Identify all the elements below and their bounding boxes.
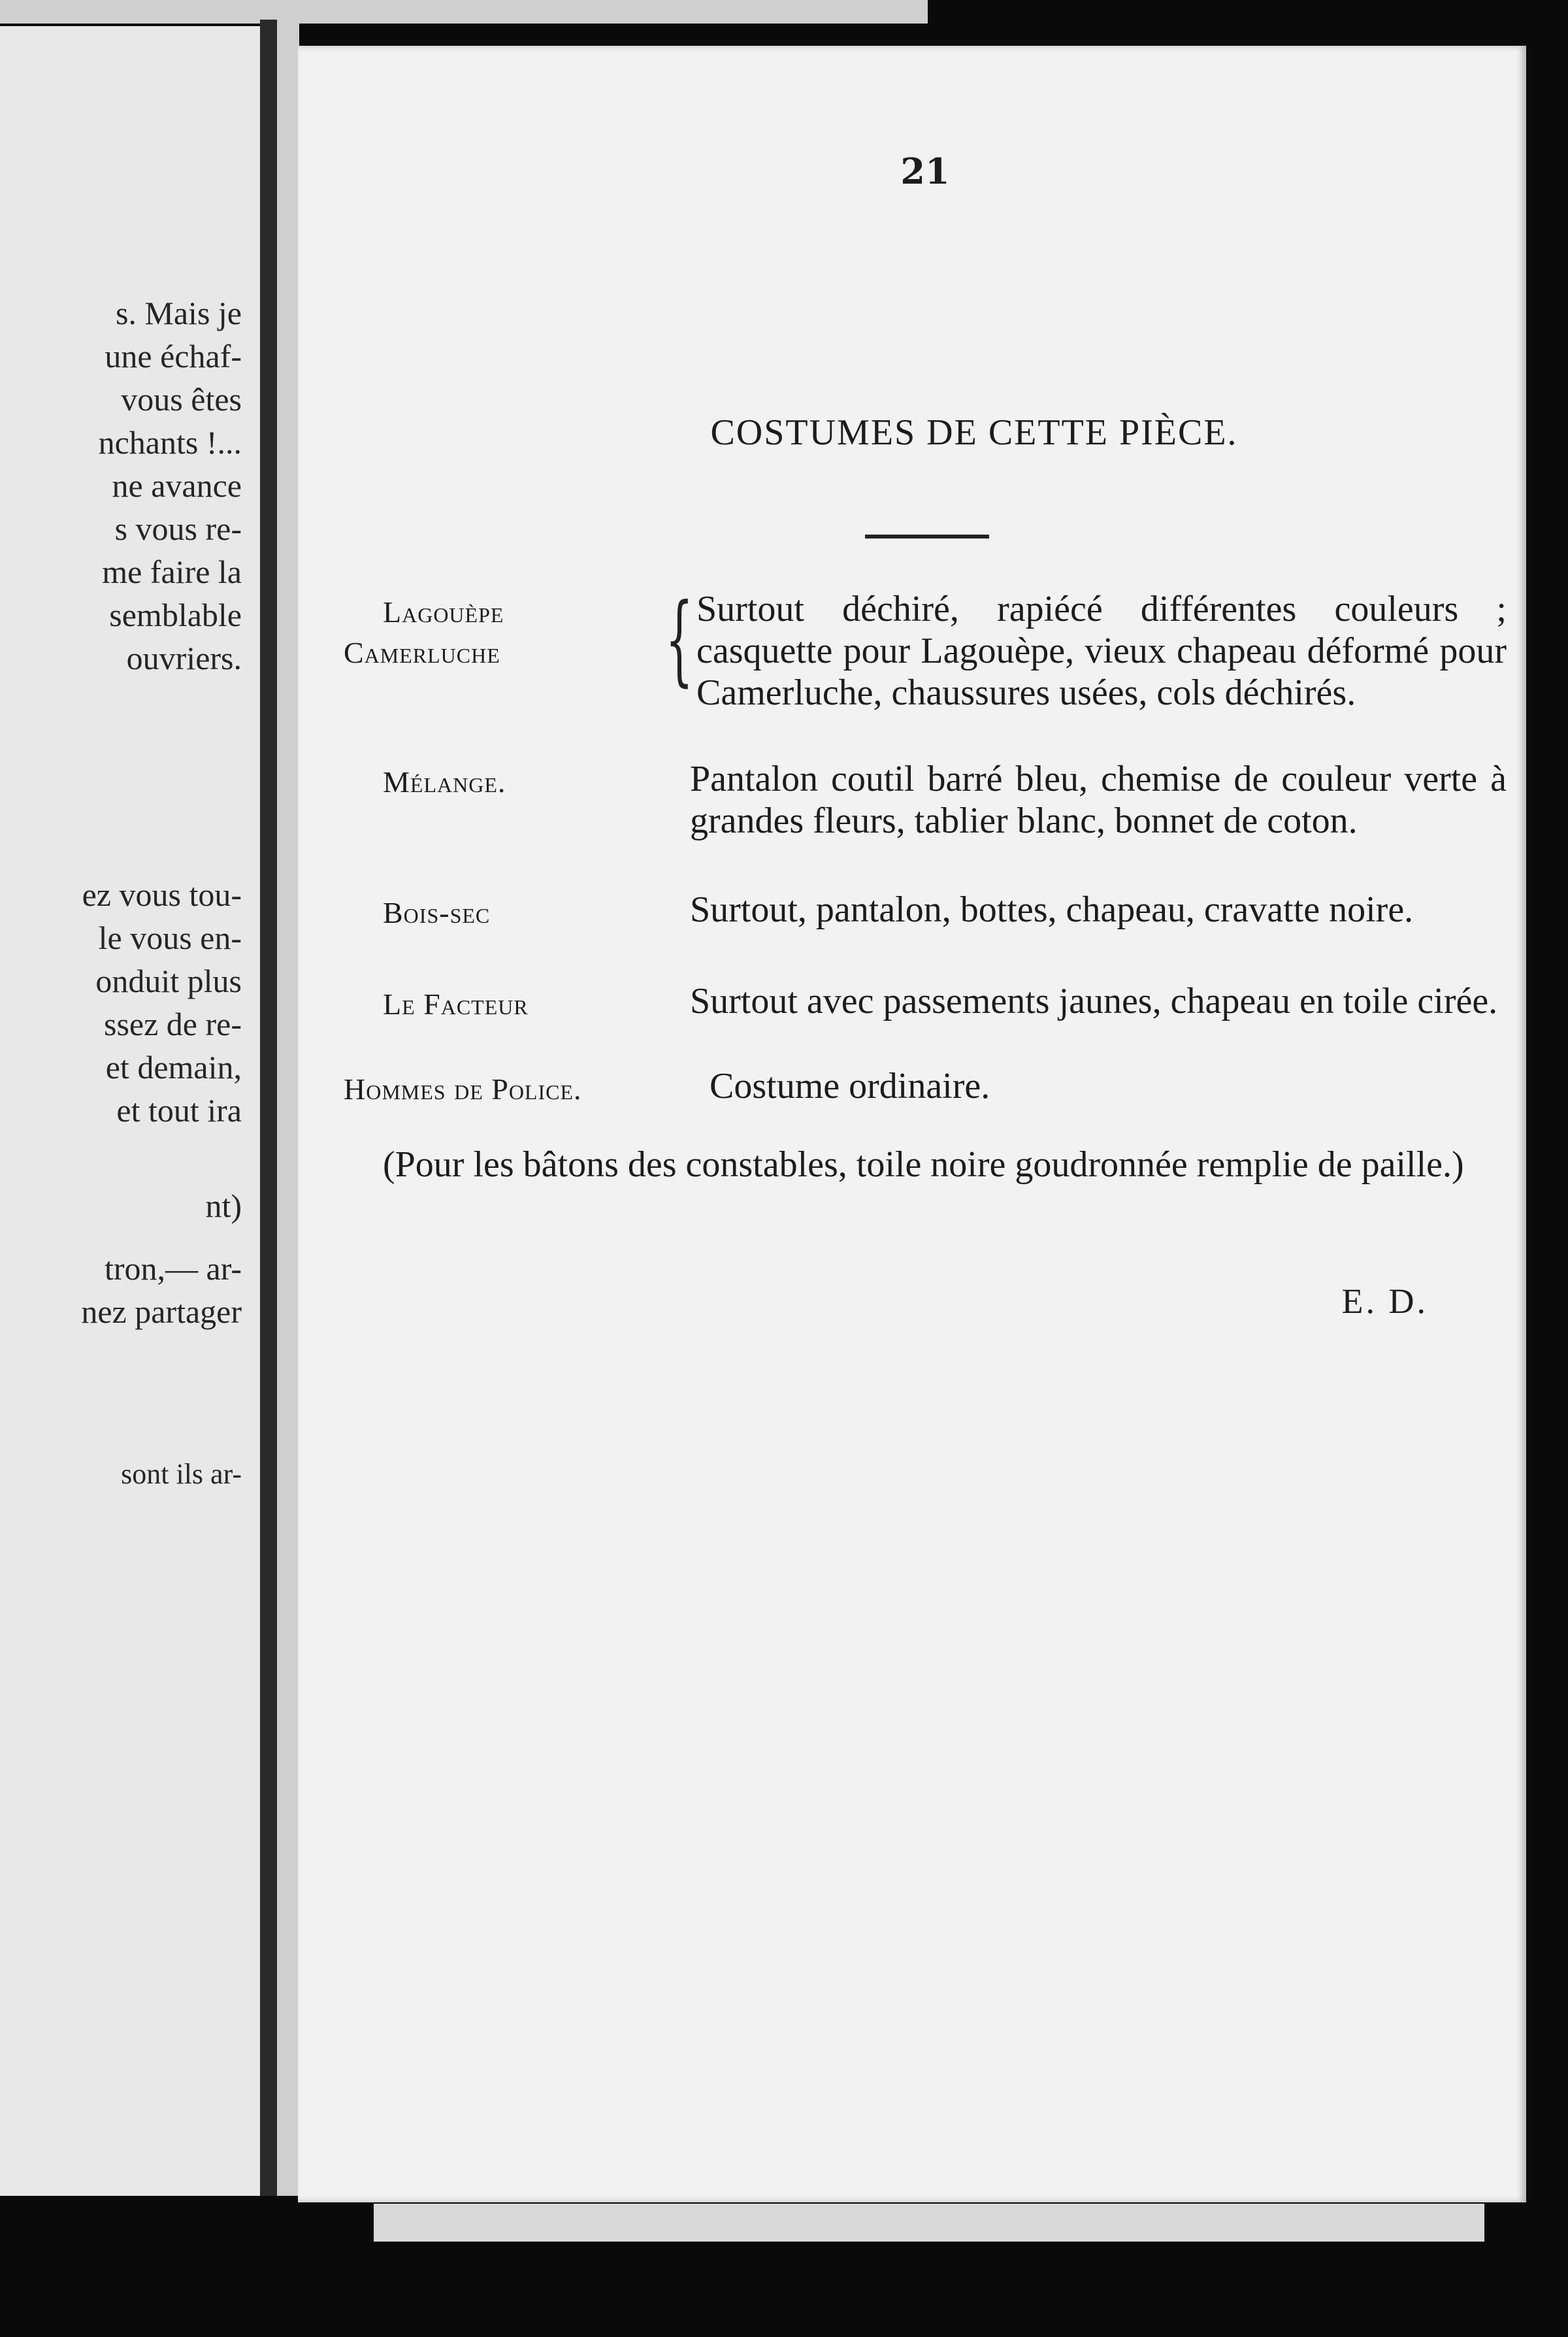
left-line: ssez de re- xyxy=(104,1006,242,1042)
left-line: ez vous tou- xyxy=(82,876,242,913)
left-line: et tout ira xyxy=(116,1092,242,1129)
left-line: nchants !... xyxy=(98,424,242,461)
left-facing-page xyxy=(0,26,261,2196)
top-strip xyxy=(0,0,928,24)
book-spine xyxy=(260,20,277,2196)
left-line: une échaf- xyxy=(105,338,242,374)
left-line: nez partager xyxy=(81,1293,242,1330)
left-line: s. Mais je xyxy=(115,295,242,331)
left-line: onduit plus xyxy=(95,963,242,999)
costume-description: Surtout, pantalon, bottes, chapeau, cravatte noire. xyxy=(690,889,1414,930)
bottom-strip xyxy=(374,2204,1484,2242)
role-name: Lagouèpe xyxy=(383,595,504,629)
role-name: Bois-sec xyxy=(383,896,491,929)
signature: E. D. xyxy=(1341,1282,1428,1321)
costume-description: Pantalon coutil barré bleu, chemise de couleur verte à grandes fleurs, tablier blanc, bonnet de coton. xyxy=(690,759,1507,841)
left-line: tron,— ar- xyxy=(104,1250,242,1287)
role-name: Mélange. xyxy=(383,765,506,799)
page-title: COSTUMES DE CETTE PIÈCE. xyxy=(710,412,1238,453)
left-line: et demain, xyxy=(105,1049,242,1086)
role-name: Le Facteur xyxy=(383,987,529,1021)
left-line: sont ils ar- xyxy=(121,1458,242,1490)
costume-description: Costume ordinaire. xyxy=(710,1066,990,1106)
left-line: me faire la xyxy=(102,554,242,590)
left-line: ne avance xyxy=(112,467,242,504)
left-line: s vous re- xyxy=(114,510,242,547)
title-rule xyxy=(865,535,989,539)
left-line: semblable xyxy=(109,597,242,633)
left-line: nt) xyxy=(205,1187,242,1224)
left-line: le vous en- xyxy=(98,920,242,956)
note-paragraph: (Pour les bâtons des constables, toile noire goudronnée remplie de paille.) xyxy=(383,1144,1464,1185)
main-page xyxy=(298,46,1526,2202)
left-line: ouvriers. xyxy=(126,640,242,676)
role-name: Camerluche xyxy=(344,636,500,669)
brace-glyph: { xyxy=(665,583,694,697)
costume-description: Surtout déchiré, rapiécé différentes couleurs ; casquette pour Lagouèpe, vieux chapeau déformé pour Camerluche, chaussures usées, cols déchirés. xyxy=(696,589,1507,713)
role-name: Hommes de Police. xyxy=(344,1072,582,1106)
page-number: 21 xyxy=(900,150,950,192)
left-line: vous êtes xyxy=(121,381,242,418)
page-edge xyxy=(277,20,299,2196)
costume-description: Surtout avec passements jaunes, chapeau en toile cirée. xyxy=(690,981,1498,1021)
